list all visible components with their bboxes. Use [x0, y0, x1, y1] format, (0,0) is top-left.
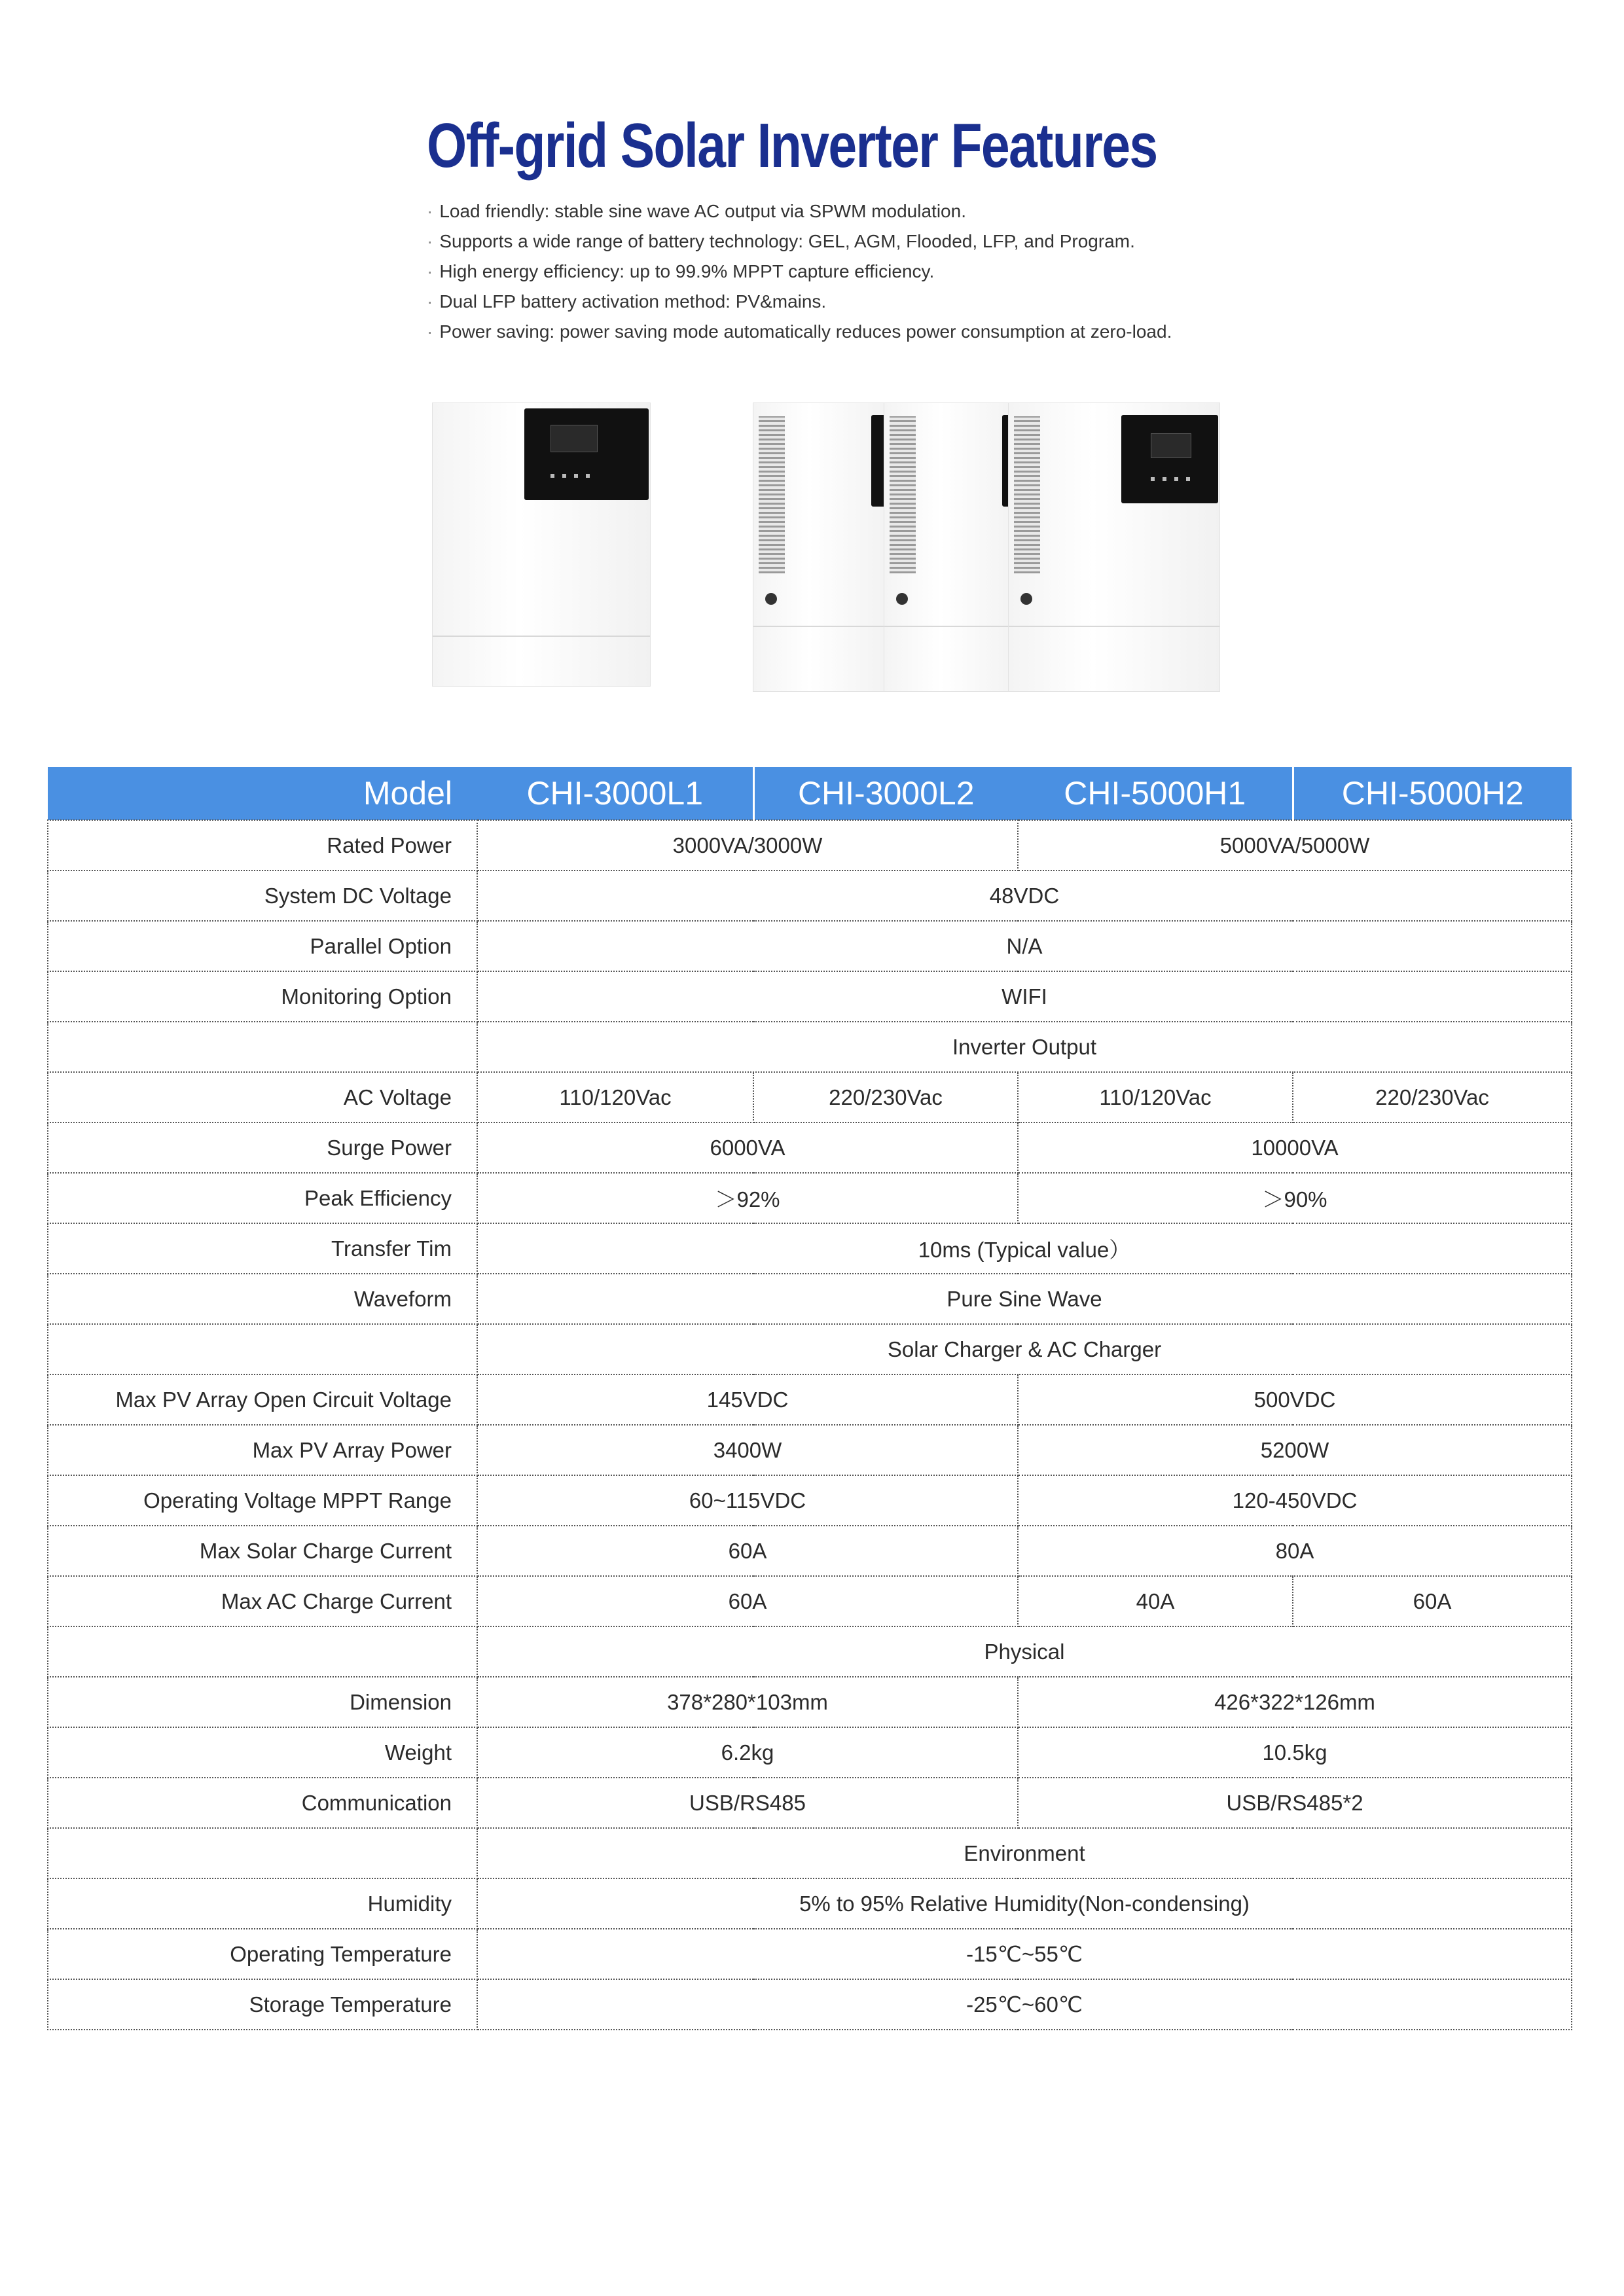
section-title: Environment [477, 1828, 1572, 1878]
bullet: · [427, 321, 433, 342]
table-row [48, 1374, 1572, 1425]
feature-item [427, 196, 1172, 226]
section-row [48, 1022, 1572, 1072]
bullet: · [427, 231, 433, 251]
row-label: Monitoring Option [48, 971, 477, 1022]
table-row [48, 820, 1572, 870]
cell-value: 3000VA/3000W [477, 820, 1018, 870]
section-row [48, 1828, 1572, 1878]
row-label: System DC Voltage [48, 870, 477, 921]
cell-value: 60A [477, 1526, 1018, 1576]
inverter-base-line [1009, 626, 1219, 627]
cell-value: 10000VA [1018, 1122, 1572, 1173]
model-name: CHI-3000L1 [477, 767, 753, 820]
cell-value: 60A [1293, 1576, 1572, 1626]
inverter-side-image-3 [1008, 403, 1220, 692]
row-label-empty [48, 1324, 477, 1374]
table-row [48, 1173, 1572, 1223]
cell-value: Pure Sine Wave [477, 1274, 1572, 1324]
lcd-screen [550, 425, 598, 452]
cell-value: 5200W [1018, 1425, 1572, 1475]
page-title: Off-grid Solar Inverter Features [427, 111, 1157, 181]
row-label-empty [48, 1022, 477, 1072]
table-row [48, 1979, 1572, 2030]
cell-value: N/A [477, 921, 1572, 971]
cell-value: 10ms (Typical value） [477, 1223, 1572, 1274]
row-label: Operating Temperature [48, 1929, 477, 1979]
row-label: Max Solar Charge Current [48, 1526, 477, 1576]
table-row [48, 1727, 1572, 1778]
cell-value: USB/RS485*2 [1018, 1778, 1572, 1828]
cell-value: 120-450VDC [1018, 1475, 1572, 1526]
inverter-display-panel [1121, 415, 1218, 503]
inverter-base-line [884, 626, 1025, 627]
table-row [48, 1223, 1572, 1274]
cell-value: 10.5kg [1018, 1727, 1572, 1778]
table-row [48, 1878, 1572, 1929]
feature-text: Dual LFP battery activation method: PV&mains. [439, 291, 827, 312]
cell-value: 60~115VDC [477, 1475, 1018, 1526]
cell-value: ＞92% [477, 1173, 1018, 1223]
table-row [48, 1929, 1572, 1979]
inverter-side-image-2 [884, 403, 1026, 692]
cell-value: 378*280*103mm [477, 1677, 1018, 1727]
table-row [48, 870, 1572, 921]
row-label: Rated Power [48, 820, 477, 870]
cell-value: ＞90% [1018, 1173, 1572, 1223]
row-label: Max PV Array Power [48, 1425, 477, 1475]
power-switch-icon [1020, 593, 1032, 605]
power-switch-icon [896, 593, 908, 605]
cell-value: -25℃~60℃ [477, 1979, 1572, 2030]
table-row [48, 1677, 1572, 1727]
row-label: Surge Power [48, 1122, 477, 1173]
row-label: Storage Temperature [48, 1979, 477, 2030]
inverter-display-panel [524, 408, 649, 500]
table-row [48, 1122, 1572, 1173]
row-label: Communication [48, 1778, 477, 1828]
row-label: Transfer Tim [48, 1223, 477, 1274]
row-label: Peak Efficiency [48, 1173, 477, 1223]
row-label: Max PV Array Open Circuit Voltage [48, 1374, 477, 1425]
table-header-row [48, 767, 1572, 820]
row-label: Max AC Charge Current [48, 1576, 477, 1626]
model-name: CHI-3000L2 [753, 767, 1018, 820]
cell-value: 5000VA/5000W [1018, 820, 1572, 870]
feature-item [427, 257, 1172, 287]
feature-item [427, 317, 1172, 347]
feature-text: Power saving: power saving mode automatically reduces power consumption at zero-load. [439, 321, 1172, 342]
side-vent [890, 416, 916, 573]
lcd-screen [1151, 433, 1191, 458]
section-row [48, 1324, 1572, 1374]
feature-text: Load friendly: stable sine wave AC output via SPWM modulation. [439, 201, 966, 221]
cell-value: 80A [1018, 1526, 1572, 1576]
control-buttons [1151, 477, 1190, 481]
cell-value: 40A [1018, 1576, 1293, 1626]
inverter-base-line [753, 626, 894, 627]
spec-table [47, 767, 1572, 2030]
side-vent [759, 416, 785, 573]
cell-value: 6.2kg [477, 1727, 1018, 1778]
cell-value: USB/RS485 [477, 1778, 1018, 1828]
cell-value: 48VDC [477, 870, 1572, 921]
cell-value: WIFI [477, 971, 1572, 1022]
section-row [48, 1626, 1572, 1677]
feature-text: High energy efficiency: up to 99.9% MPPT capture efficiency. [439, 261, 935, 281]
row-label-empty [48, 1828, 477, 1878]
feature-item [427, 287, 1172, 317]
cell-value: 6000VA [477, 1122, 1018, 1173]
cell-value: 145VDC [477, 1374, 1018, 1425]
table-row [48, 1072, 1572, 1122]
inverter-base-line [433, 636, 650, 637]
row-label: AC Voltage [48, 1072, 477, 1122]
cell-value: 220/230Vac [1293, 1072, 1572, 1122]
table-row [48, 1778, 1572, 1828]
feature-list [427, 196, 1172, 347]
bullet: · [427, 261, 433, 281]
row-label: Waveform [48, 1274, 477, 1324]
section-title: Inverter Output [477, 1022, 1572, 1072]
inverter-side-image-1 [753, 403, 895, 692]
row-label: Weight [48, 1727, 477, 1778]
side-vent [1014, 416, 1040, 573]
power-switch-icon [765, 593, 777, 605]
row-label: Dimension [48, 1677, 477, 1727]
table-row [48, 1576, 1572, 1626]
section-title: Solar Charger & AC Charger [477, 1324, 1572, 1374]
cell-value: 426*322*126mm [1018, 1677, 1572, 1727]
feature-text: Supports a wide range of battery technology: GEL, AGM, Flooded, LFP, and Program. [439, 231, 1135, 251]
cell-value: 220/230Vac [753, 1072, 1018, 1122]
model-name: CHI-5000H2 [1293, 767, 1572, 820]
row-label-empty [48, 1626, 477, 1677]
row-label: Humidity [48, 1878, 477, 1929]
table-row [48, 1475, 1572, 1526]
inverter-front-image [432, 403, 651, 687]
table-row [48, 971, 1572, 1022]
cell-value: 5% to 95% Relative Humidity(Non-condensing) [477, 1878, 1572, 1929]
cell-value: 110/120Vac [1018, 1072, 1293, 1122]
feature-item [427, 226, 1172, 257]
table-row [48, 1526, 1572, 1576]
row-label: Parallel Option [48, 921, 477, 971]
cell-value: 500VDC [1018, 1374, 1572, 1425]
table-row [48, 1274, 1572, 1324]
table-row [48, 921, 1572, 971]
bullet: · [427, 201, 433, 221]
bullet: · [427, 291, 433, 312]
row-label: Operating Voltage MPPT Range [48, 1475, 477, 1526]
table-row [48, 1425, 1572, 1475]
model-name: CHI-5000H1 [1018, 767, 1293, 820]
cell-value: 110/120Vac [477, 1072, 753, 1122]
section-title: Physical [477, 1626, 1572, 1677]
cell-value: 60A [477, 1576, 1018, 1626]
cell-value: -15℃~55℃ [477, 1929, 1572, 1979]
control-buttons [550, 474, 596, 478]
cell-value: 3400W [477, 1425, 1018, 1475]
model-header: Model [48, 767, 477, 820]
